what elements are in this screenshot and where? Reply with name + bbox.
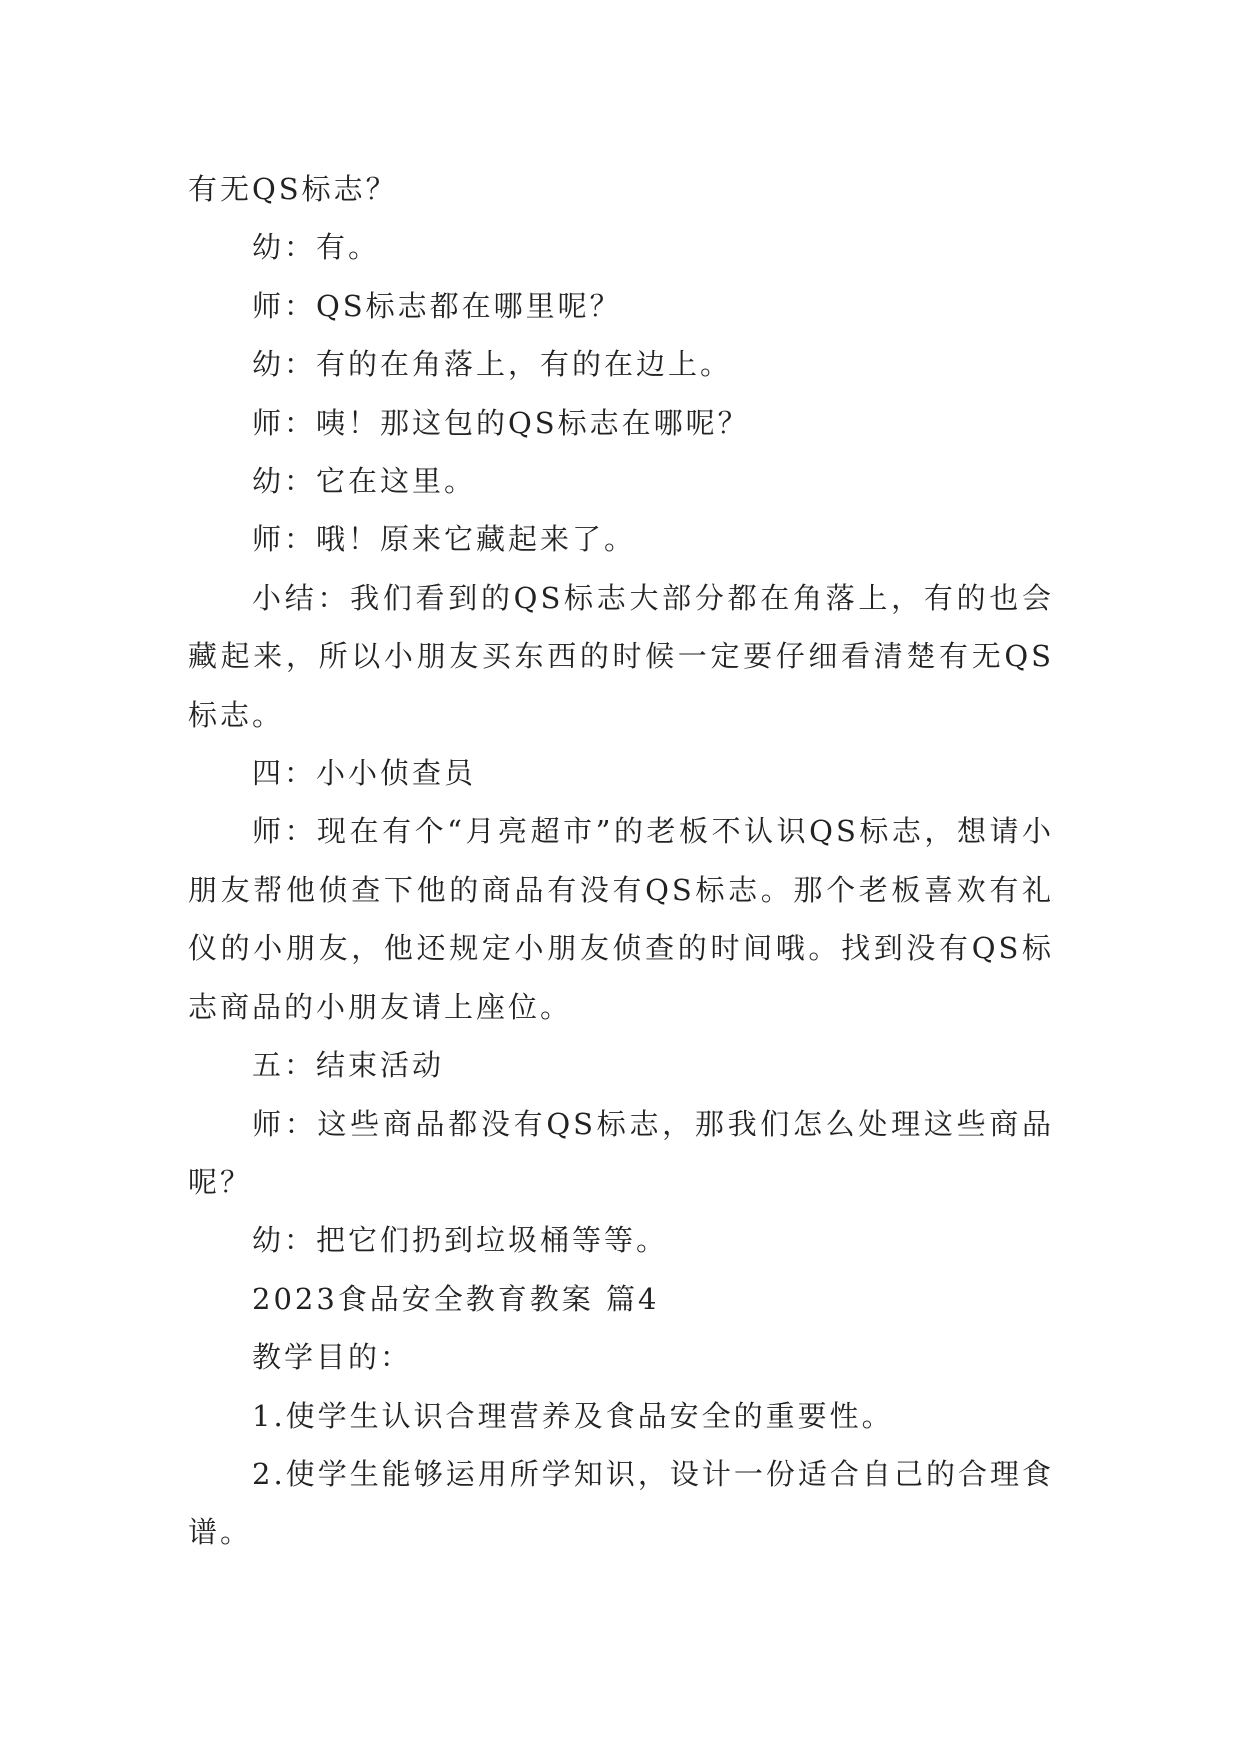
paragraph-child-trash: 幼：把它们扔到垃圾桶等等。	[252, 1223, 669, 1258]
paragraph-teacher-where: 师：QS标志都在哪里呢？	[252, 288, 622, 323]
lesson-title: 2023食品安全教育教案 篇4	[252, 1281, 660, 1316]
paragraph-child-answer-yes: 幼：有。	[252, 230, 381, 265]
section-heading-detective: 四：小小侦查员	[252, 756, 477, 791]
section-heading-objectives: 教学目的：	[252, 1340, 413, 1375]
paragraph-summary: 小结：我们看到的QS标志大部分都在角落上，有的也会藏起来，所以小朋友买东西的时候一定要仔细看清楚有无QS标志。	[188, 580, 1054, 732]
paragraph-child-here: 幼：它在这里。	[252, 464, 477, 499]
objective-item-1: 1.使学生认识合理营养及食品安全的重要性。	[252, 1398, 894, 1433]
paragraph-teacher-how-to-handle: 师：这些商品都没有QS标志，那我们怎么处理这些商品呢？	[188, 1106, 1054, 1199]
objective-item-2: 2.使学生能够运用所学知识，设计一份适合自己的合理食谱。	[188, 1456, 1054, 1550]
section-heading-end-activity: 五：结束活动	[252, 1048, 445, 1083]
paragraph-teacher-moon-supermarket: 师：现在有个“月亮超市”的老板不认识QS标志，想请小朋友帮他侦查下他的商品有没有QS标志。那个老板喜欢有礼仪的小朋友，他还规定小朋友侦查的时间哦。找到没有QS标志商品的小朋友请上座位。	[188, 814, 1054, 1024]
paragraph-teacher-hidden: 师：哦！原来它藏起来了。	[252, 522, 637, 557]
document-body	[188, 160, 1054, 1562]
paragraph-child-corners: 幼：有的在角落上，有的在边上。	[252, 347, 733, 382]
paragraph-qs-question: 有无QS标志？	[188, 172, 398, 206]
paragraph-teacher-this-bag: 师：咦！那这包的QS标志在哪呢？	[252, 405, 750, 440]
